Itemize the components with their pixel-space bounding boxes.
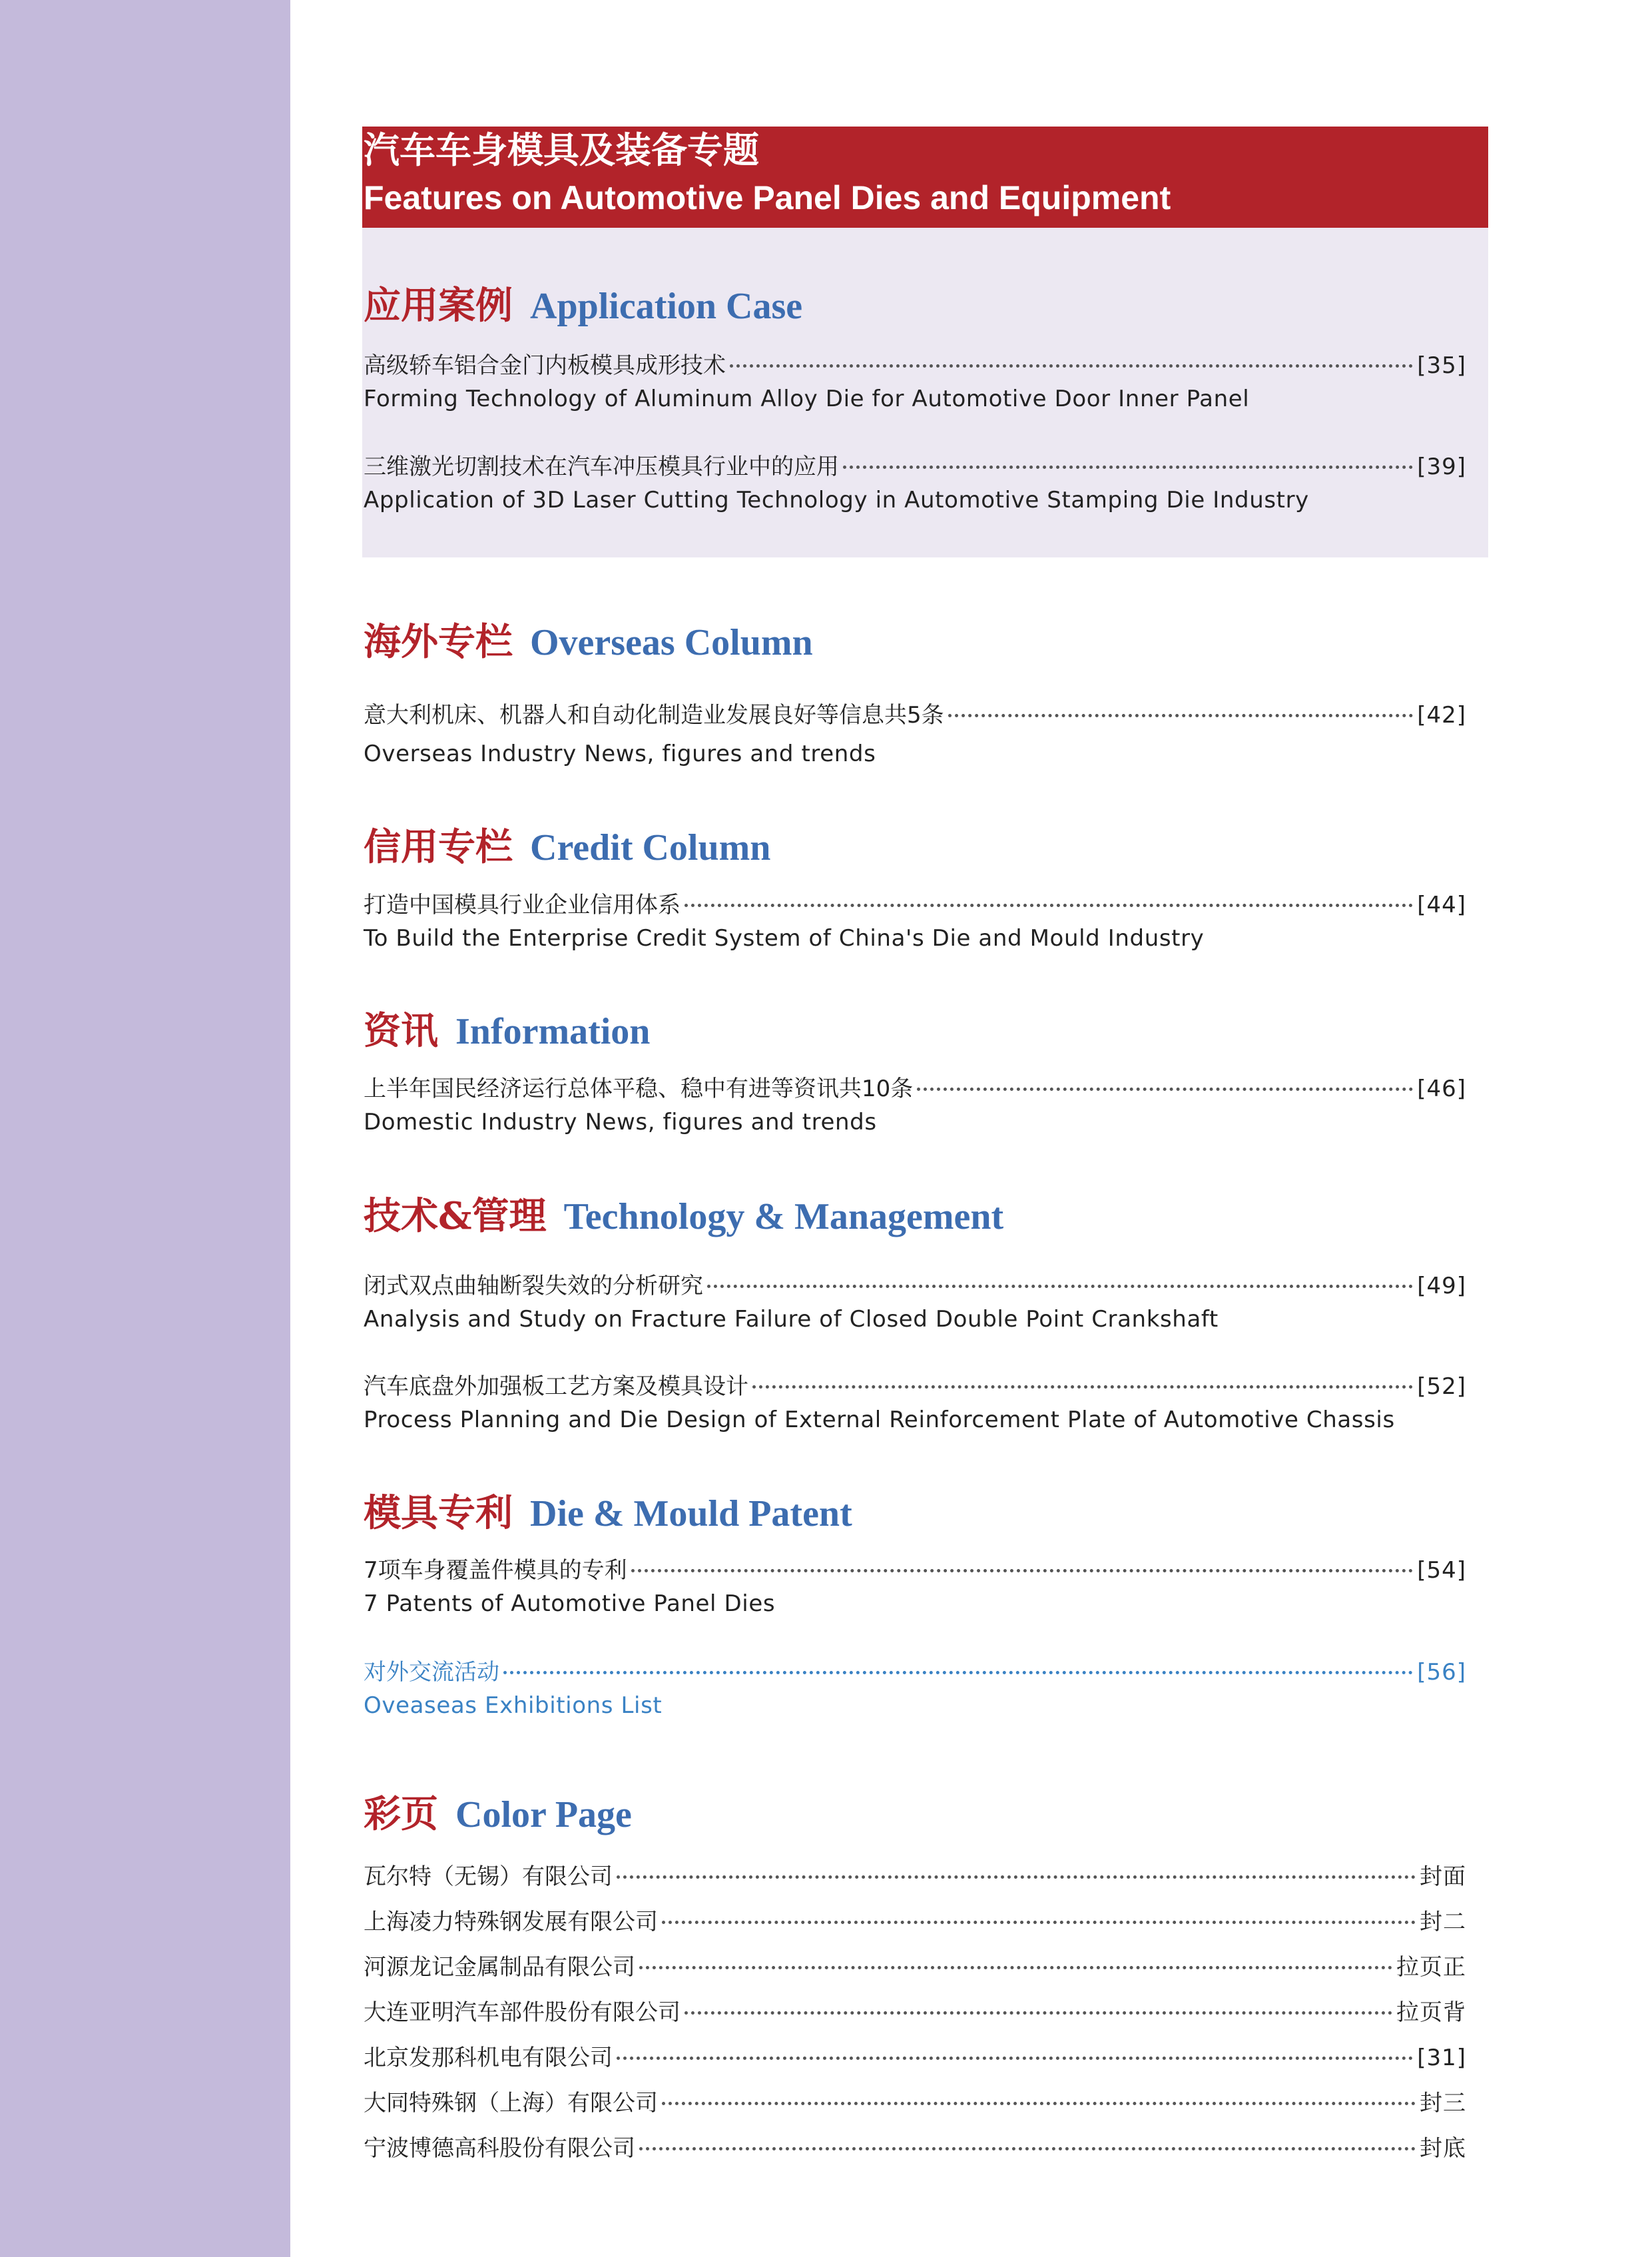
advertiser-item[interactable] — [364, 1899, 1466, 1945]
toc-entry-exhibitions[interactable] — [364, 1650, 1466, 1722]
section-heading-zh: 技术&管理 — [364, 1194, 547, 1238]
toc-entry-patents[interactable] — [364, 1548, 1466, 1620]
banner-title-zh: 汽车车身模具及装备专题 — [364, 129, 759, 171]
entry-title-zh: 打造中国模具行业企业信用体系 — [364, 892, 681, 918]
advertiser-name: 北京发那科机电有限公司 — [364, 2045, 613, 2071]
section-heading-overseas — [364, 613, 813, 666]
advertiser-item[interactable] — [364, 1945, 1466, 1990]
section-heading-en: Technology & Management — [563, 1196, 1004, 1237]
entry-title-en: Analysis and Study on Fracture Failure of Closed Double Point Crankshaft — [364, 1306, 1219, 1333]
entry-title-en: Oveaseas Exhibitions List — [364, 1692, 663, 1719]
toc-entry-credit-system[interactable] — [364, 882, 1466, 955]
entry-title-en: Overseas Industry News, figures and trends — [364, 741, 876, 767]
page-number: [44] — [1417, 892, 1466, 918]
advertiser-page: 封三 — [1420, 2090, 1466, 2116]
section-heading-color-page — [364, 1785, 632, 1838]
dot-leader — [617, 1849, 1416, 1879]
left-sidebar-strip — [0, 0, 290, 2257]
dot-leader — [662, 2075, 1416, 2105]
advertiser-page: 拉页正 — [1396, 1954, 1466, 1981]
dot-leader — [662, 1894, 1416, 1924]
toc-entry-domestic-news[interactable] — [364, 1066, 1466, 1139]
dot-leader — [707, 1258, 1413, 1288]
advertiser-item[interactable] — [364, 1990, 1466, 2035]
dot-leader — [685, 1985, 1392, 2015]
entry-title-en: 7 Patents of Automotive Panel Dies — [364, 1590, 776, 1617]
page-number: [49] — [1417, 1273, 1466, 1299]
toc-entry-laser-cutting[interactable] — [364, 444, 1466, 517]
section-heading-zh: 资讯 — [364, 1009, 438, 1053]
entry-title-zh: 高级轿车铝合金门内板模具成形技术 — [364, 352, 726, 379]
advertiser-page: 封面 — [1420, 1863, 1466, 1890]
section-heading-zh: 模具专利 — [364, 1491, 513, 1535]
section-heading-zh: 海外专栏 — [364, 620, 513, 664]
toc-entry-crankshaft[interactable] — [364, 1263, 1466, 1336]
dot-leader — [685, 877, 1413, 907]
page-number: [39] — [1417, 454, 1466, 480]
section-heading-en: Information — [455, 1011, 651, 1052]
dot-leader — [503, 1644, 1413, 1674]
section-heading-zh: 应用案例 — [364, 284, 513, 328]
dot-leader — [639, 2120, 1416, 2150]
section-heading-en: Credit Column — [530, 827, 771, 868]
entry-title-en: Forming Technology of Aluminum Alloy Die for Automotive Door Inner Panel — [364, 386, 1250, 412]
page-number: [56] — [1417, 1659, 1466, 1686]
advertiser-name: 宁波博德高科股份有限公司 — [364, 2135, 635, 2162]
section-heading-zh: 彩页 — [364, 1792, 438, 1836]
entry-title-zh: 三维激光切割技术在汽车冲压模具行业中的应用 — [364, 454, 839, 480]
section-heading-en: Application Case — [530, 286, 803, 327]
dot-leader — [948, 687, 1414, 717]
banner-title-en: Features on Automotive Panel Dies and Equipment — [364, 179, 1171, 216]
toc-entry-door-panel[interactable] — [364, 343, 1466, 416]
advertiser-page: [31] — [1417, 2045, 1466, 2071]
section-heading-patent — [364, 1484, 852, 1537]
advertiser-name: 大同特殊钢（上海）有限公司 — [364, 2090, 658, 2116]
advertiser-name: 大连亚明汽车部件股份有限公司 — [364, 1999, 681, 2026]
advertiser-name: 瓦尔特（无锡）有限公司 — [364, 1863, 613, 1890]
entry-title-zh: 闭式双点曲轴断裂失效的分析研究 — [364, 1273, 703, 1299]
feature-banner — [362, 127, 1488, 228]
entry-title-zh: 汽车底盘外加强板工艺方案及模具设计 — [364, 1373, 748, 1400]
advertiser-item[interactable] — [364, 2035, 1466, 2081]
section-heading-en: Color Page — [455, 1794, 632, 1835]
entry-title-zh: 对外交流活动 — [364, 1659, 499, 1686]
dot-leader — [639, 1939, 1392, 1969]
advertiser-item[interactable] — [364, 2126, 1466, 2171]
advertiser-list — [364, 1854, 1466, 2171]
section-heading-en: Die & Mould Patent — [530, 1493, 852, 1534]
dot-leader — [843, 439, 1413, 469]
entry-title-zh: 7项车身覆盖件模具的专利 — [364, 1557, 627, 1584]
entry-title-en: Domestic Industry News, figures and trends — [364, 1109, 877, 1135]
page-number: [35] — [1417, 352, 1466, 379]
dot-leader — [917, 1061, 1413, 1091]
entry-title-zh: 上半年国民经济运行总体平稳、稳中有进等资讯共10条 — [364, 1076, 914, 1102]
section-heading-zh: 信用专栏 — [364, 825, 513, 869]
entry-title-zh: 意大利机床、机器人和自动化制造业发展良好等信息共5条 — [364, 702, 944, 729]
toc-entry-chassis[interactable] — [364, 1364, 1466, 1437]
advertiser-item[interactable] — [364, 2081, 1466, 2126]
advertiser-page: 封二 — [1420, 1909, 1466, 1935]
advertiser-name: 上海凌力特殊钢发展有限公司 — [364, 1909, 658, 1935]
dot-leader — [617, 2030, 1413, 2060]
page-number: [42] — [1417, 702, 1466, 729]
section-heading-application — [364, 276, 802, 330]
page-number: [54] — [1417, 1557, 1466, 1584]
advertiser-item[interactable] — [364, 1854, 1466, 1899]
dot-leader — [631, 1542, 1414, 1572]
section-heading-credit — [364, 818, 770, 871]
entry-title-en: To Build the Enterprise Credit System of China's Die and Mould Industry — [364, 925, 1205, 952]
toc-entry-overseas-news[interactable] — [364, 693, 1466, 771]
dot-leader — [730, 338, 1413, 368]
page-number: [52] — [1417, 1373, 1466, 1400]
advertiser-page: 拉页背 — [1396, 1999, 1466, 2026]
section-heading-en: Overseas Column — [530, 622, 813, 663]
advertiser-page: 封底 — [1420, 2135, 1466, 2162]
section-heading-technology — [364, 1187, 1003, 1240]
advertiser-name: 河源龙记金属制品有限公司 — [364, 1954, 635, 1981]
page-number: [46] — [1417, 1076, 1466, 1102]
entry-title-en: Application of 3D Laser Cutting Technology in Automotive Stamping Die Industry — [364, 487, 1309, 513]
dot-leader — [752, 1359, 1413, 1389]
entry-title-en: Process Planning and Die Design of External Reinforcement Plate of Automotive Chassis — [364, 1407, 1395, 1433]
section-heading-information — [364, 1002, 650, 1055]
